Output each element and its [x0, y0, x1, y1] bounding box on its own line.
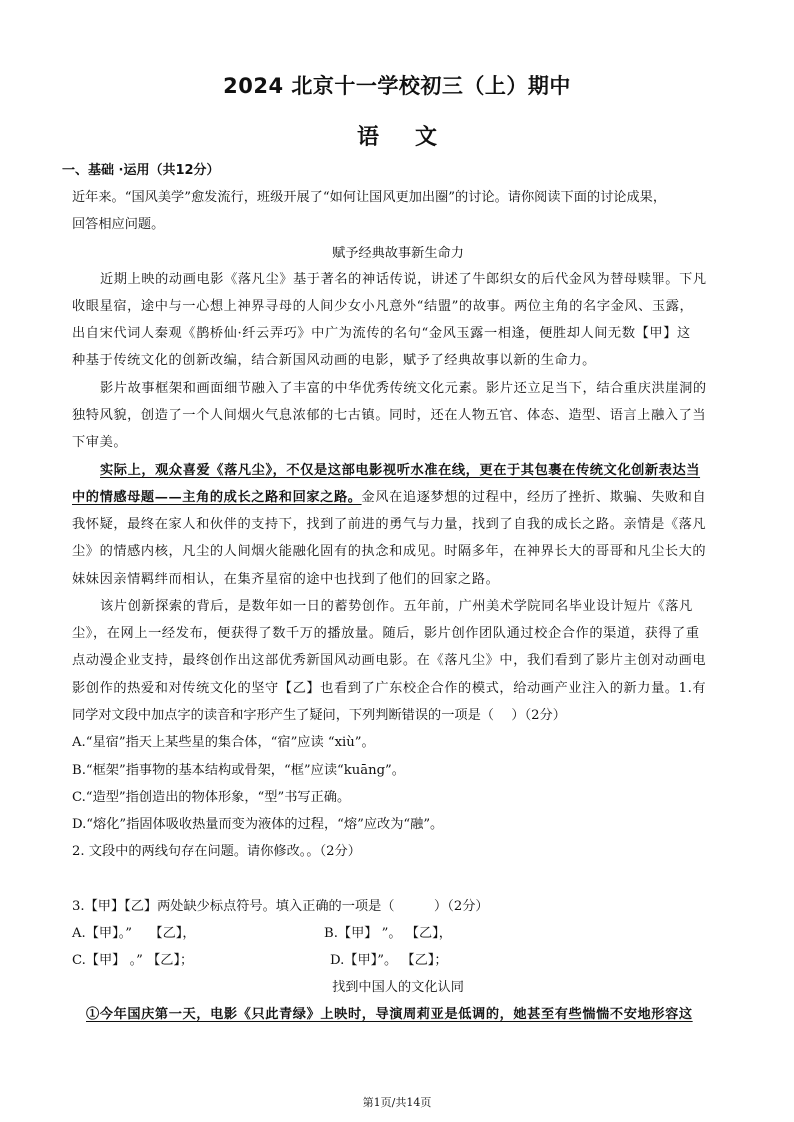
question-3-option-c: C.【甲】 。” 【乙】； [72, 953, 194, 968]
passage1-line: 收眼星宿，途中与一心想上神界寻母的人间少女小凡意外“结盟”的故事。两位主角的名字金风、玉露， [72, 299, 694, 314]
passage1-line: 妹妹因亲情羁绊而相认，在集齐星宿的途中也找到了他们的回家之路。 [72, 572, 500, 587]
passage1-title: 赋予经典故事新生命力 [332, 246, 464, 261]
underlined-sentence-line-1: 实际上，观众喜爱《落凡尘》，不仅是这部电影视听水准在线，更在于其包裹在传统文化创新表达当 [100, 463, 701, 478]
intro-line-1: 近年来。“国风美学”愈发流行，班级开展了“如何让国风更加出圈”的讨论。请你阅读下面的讨论成果， [72, 190, 667, 205]
passage2-title: 找到中国人的文化认同 [332, 980, 464, 995]
question-1-option-b: B.“框架”指事物的基本结构或骨架，“框”应读“kuāng”。 [72, 763, 405, 778]
intro-line-2: 回答相应问题。 [72, 217, 165, 232]
underlined-sentence-line-2 [72, 489, 724, 507]
passage1-line: 影创作的热爱和对传统文化的坚守【乙】也看到了广东校企合作的模式，给动画产业注入的新力量。1.有 [72, 681, 707, 696]
section-heading: 一、基础 ·运用（共12分） [62, 163, 220, 178]
passage1-line: 近期上映的动画电影《落凡尘》基于著名的神话传说，讲述了牛郎织女的后代金风为替母赎罪。下凡 [100, 272, 707, 287]
question-3-option-d: D.【甲】”。 【乙】； [330, 953, 448, 968]
passage2-first-line: ①今年国庆第一天，电影《只此青绿》上映时，导演周莉亚是低调的，她甚至有些惴惴不安地形容这 [86, 1007, 693, 1022]
passage1-line: 该片创新探索的背后，是数年如一日的蓄势创作。五年前，广州美术学院同名毕业设计短片《落凡 [100, 599, 693, 614]
passage1-line: 出自宋代词人秦观《鹊桥仙·纤云弄巧》中广为流传的名句“金风玉露一相逢，便胜却人间无数【甲】这 [72, 326, 691, 341]
subject-title: 语文 [356, 124, 473, 150]
question-1-option-a: A.“星宿”指天上某些星的集合体，“宿”应读 “xiù”。 [72, 735, 375, 750]
question-1-option-c: C.“造型”指创造出的物体形象，“型”书写正确。 [72, 790, 351, 805]
passage1-line: 我怀疑，最终在家人和伙伴的支持下，找到了前进的勇气与力量，找到了自我的成长之路。亲情是《落凡 [72, 517, 707, 532]
passage1-line-rest: 金风在追逐梦想的过程中，经历了挫折、欺骗、失败和自 [361, 490, 707, 505]
passage1-line: 尘》的情感内核，凡尘的人间烟火能融化固有的执念和成见。时隔多年，在神界长大的哥哥和凡尘长大的 [72, 544, 707, 559]
underlined-sentence-part: 中的情感母题——主角的成长之路和回家之路。 [72, 490, 362, 505]
passage1-line: 点动漫企业支持，最终创作出这部优秀新国风动画电影。在《落凡尘》中，我们看到了影片主创对动画电 [72, 653, 707, 668]
question-1-stem: 同学对文段中加点字的读音和字形产生了疑问，下列判断错误的一项是（ ）（2分） [72, 708, 566, 723]
passage1-line: 尘》，在网上一经发布，便获得了数千万的播放量。随后，影片创作团队通过校企合作的渠道，获得了重 [72, 626, 700, 641]
page-number: 第1页/共14页 [362, 1096, 432, 1109]
passage1-line: 种基于传统文化的创新改编，结合新国风动画的电影，赋予了经典故事以新的生命力。 [72, 353, 596, 368]
passage1-line: 独特风貌，创造了一个人间烟火气息浓郁的七古镇。同时，还在人物五官、体态、造型、语言上融入了当 [72, 408, 707, 423]
exam-title: 2024 北京十一学校初三（上）期中 [223, 74, 571, 98]
question-3-option-b: B.【甲】 ”。 【乙】， [324, 926, 452, 941]
question-2: 2. 文段中的两线句存在问题。请你修改。。（2分） [72, 844, 361, 859]
question-3-stem: 3.【甲】【乙】两处缺少标点符号。填入正确的一项是（ ）（2分） [72, 899, 489, 914]
question-1-option-d: D.“熔化”指固体吸收热量而变为液体的过程，“熔”应改为“融”。 [72, 817, 444, 832]
passage1-line: 下审美。 [72, 435, 128, 450]
passage1-line: 影片故事框架和画面细节融入了丰富的中华优秀传统文化元素。影片还立足当下，结合重庆洪崖洞的 [100, 381, 707, 396]
question-3-option-a: A.【甲】。” 【乙】， [72, 926, 196, 941]
